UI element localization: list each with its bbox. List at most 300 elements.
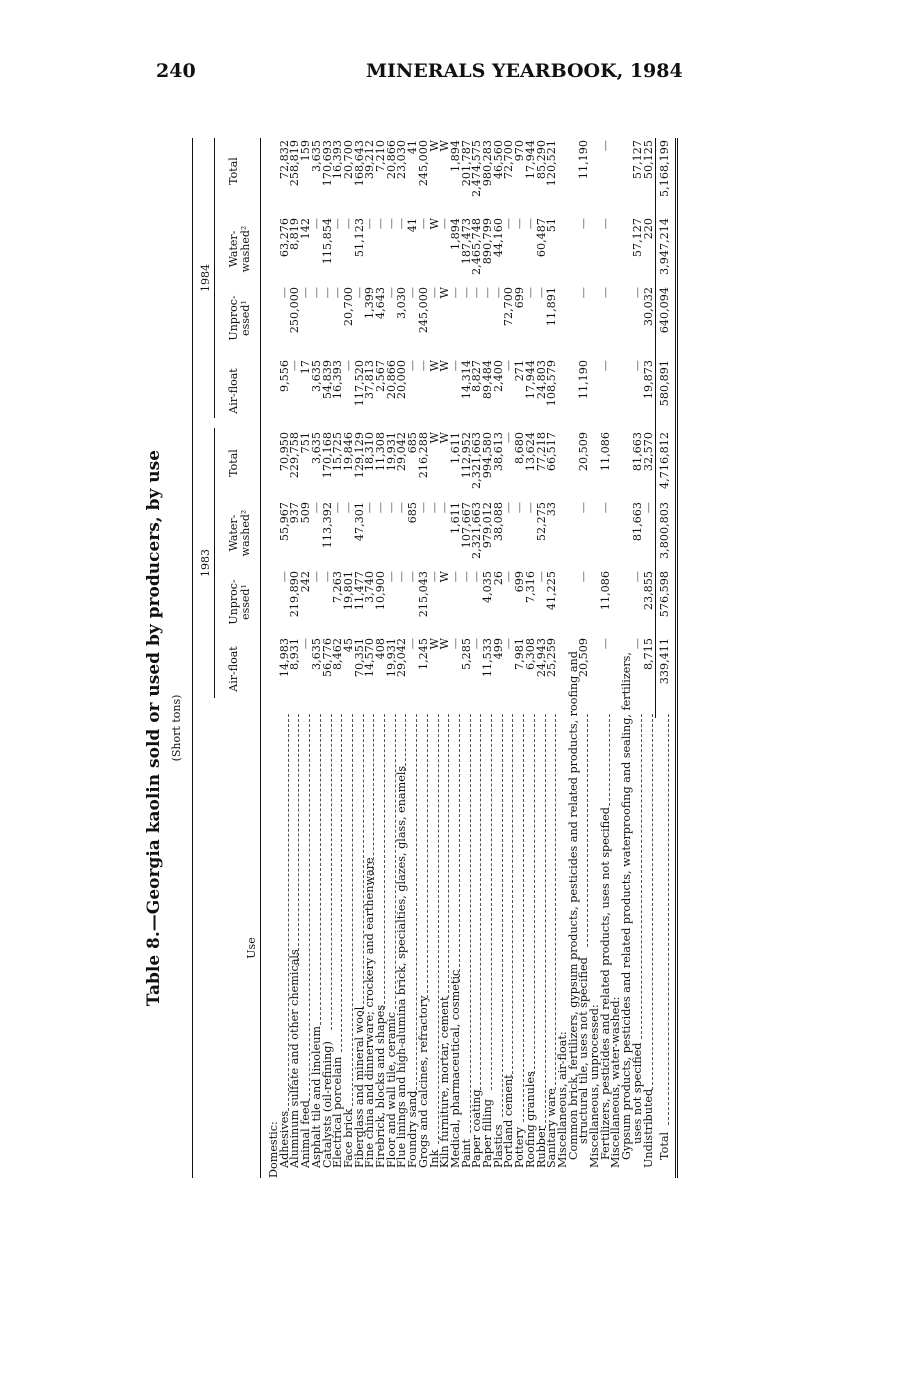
table-row-value: —	[470, 287, 484, 299]
table-row-value: —	[416, 360, 430, 372]
total-row-value: 3,800,803	[658, 502, 672, 559]
table-row-value: 7,316	[523, 571, 537, 604]
use-header: Use	[245, 937, 258, 959]
table-row-value: —	[384, 571, 398, 583]
table-row-label: Fine china and dinnerware; crockery and earthenware	[363, 857, 377, 1168]
table-row-value: 24,803	[534, 360, 548, 400]
table-row-value: 2,465,748	[470, 218, 484, 275]
table-row-value: 229,758	[288, 432, 302, 479]
table-row-value: 20,866	[384, 140, 398, 180]
table-row-value: 113,392	[320, 502, 334, 549]
table-row-value: 15,725	[331, 432, 345, 472]
running-head: MINERALS YEARBOOK, 1984	[366, 60, 683, 82]
table-row-value: —	[384, 287, 398, 299]
table-row-leader	[534, 714, 535, 1074]
table-row-value: 1,245	[416, 638, 430, 671]
table-row-value: —	[299, 287, 313, 299]
table-row-value: 201,787	[459, 140, 473, 187]
table-row-leader	[298, 714, 299, 966]
table-row-leader	[405, 714, 406, 771]
year-1984-header: 1984	[199, 264, 212, 292]
table-title: Table 8.—Georgia kaolin sold or used by producers, by use	[144, 449, 164, 1007]
table-row-value: 72,832	[277, 140, 291, 180]
table-row-value: 38,088	[491, 502, 505, 542]
table-row-value: 242	[299, 571, 313, 593]
table-row-value: —	[309, 571, 323, 583]
table-row-leader	[470, 714, 471, 1133]
table-row-label: Paint	[459, 1139, 473, 1168]
table-row-value: —	[502, 502, 516, 514]
table-row-value: 25,259	[545, 638, 559, 678]
table-row-value: 937	[288, 502, 302, 524]
table-row-value: 85,290	[534, 140, 548, 180]
table-row-value: 1,399	[363, 287, 377, 320]
table-row-value: W	[438, 571, 452, 583]
column-header-total-1984: Total	[227, 157, 240, 185]
table-row-leader	[384, 714, 385, 1009]
table-row-value: —	[341, 360, 355, 372]
table-row-value: 699	[513, 571, 527, 593]
table-row-value: 46,560	[491, 140, 505, 180]
table-row-label: Sanitary ware	[545, 1088, 559, 1168]
total-row-label: Total	[658, 1131, 672, 1160]
table-row-value: —	[395, 502, 409, 514]
table-row-leader	[641, 714, 642, 1039]
table-row-value: 271	[513, 360, 527, 382]
table-row-value: 6,308	[523, 638, 537, 671]
table-row-value: 685	[406, 502, 420, 524]
table-row-value: 20,700	[341, 140, 355, 180]
table-row-value: 14,983	[277, 638, 291, 678]
table-row-value: W	[427, 218, 441, 230]
table-row-value: 170,693	[320, 140, 334, 187]
header-rule-top	[192, 138, 193, 1178]
table-row-leader	[587, 714, 588, 947]
total-row-value: 640,094	[658, 287, 672, 334]
table-row-value: W	[438, 638, 452, 650]
table-row-value: 11,086	[598, 432, 612, 472]
table-row-label: Paper filling	[481, 1099, 494, 1168]
table-row-label: Floor and wall tile, ceramic	[384, 1011, 398, 1168]
table-row-value: —	[331, 218, 345, 230]
table-row-value: W	[427, 432, 441, 444]
table-row-label: Domestic:	[267, 1121, 280, 1178]
table-row-value: —	[374, 502, 387, 514]
table-row-label: Undistributed	[641, 1088, 655, 1168]
table-row-value: W	[427, 360, 441, 372]
table-row-value: 51	[545, 218, 559, 233]
table-row-leader	[448, 714, 449, 998]
table-row-value: 26	[491, 571, 505, 586]
table-row-value: 47,301	[352, 502, 366, 542]
table-row-value: 11,477	[352, 571, 366, 611]
column-header-water-1984: Water-washed²	[227, 225, 252, 273]
table-row-value: 3,740	[363, 571, 377, 604]
table-row-label: Fertilizers, pesticides and related products, uses not specified	[598, 807, 612, 1160]
table-row-value: —	[502, 360, 516, 372]
table-row-label: Ink	[427, 1149, 441, 1168]
table-row-value: 8,819	[288, 218, 302, 251]
table-row-value: —	[577, 218, 591, 230]
table-row-value: 994,580	[481, 432, 494, 479]
table-row-value: 20,866	[384, 360, 398, 400]
table-row-value: —	[598, 287, 612, 299]
table-row-value: 77,218	[534, 432, 548, 472]
table-row-value: —	[630, 571, 644, 583]
table-row-value: 11,086	[598, 571, 612, 611]
table-row-label: Miscellaneous, air-float:	[555, 1031, 569, 1168]
table-row-value: 19,931	[384, 638, 398, 678]
table-row-value: —	[384, 218, 398, 230]
table-row-value: 220	[641, 218, 655, 240]
table-row-value: —	[406, 360, 420, 372]
table-row-value: 70,351	[352, 638, 366, 678]
table-row-value: —	[299, 638, 313, 650]
table-row-label: Pottery	[513, 1126, 527, 1168]
table-row-value: —	[406, 638, 420, 650]
table-row-label: Common brick, fertilizers, gypsum products, pesticides and related products, roofing and	[566, 651, 580, 1160]
table-row-value: 37,813	[363, 360, 377, 400]
table-row-leader	[502, 714, 503, 1117]
table-row-value: 890,799	[481, 218, 494, 265]
table-row-value: 980,283	[481, 140, 494, 187]
table-row-value: 8,931	[288, 638, 302, 671]
table-row-value: 3,030	[395, 287, 409, 320]
table-row-value: —	[320, 287, 334, 299]
table-row-value: —	[363, 502, 377, 514]
table-row-value: 3,635	[309, 140, 323, 173]
table-row-value: 1,611	[448, 432, 462, 465]
table-row-value: —	[534, 287, 548, 299]
table-row-value: 13,624	[523, 432, 537, 472]
table-row-value: —	[438, 218, 452, 230]
table-row-value: 30,032	[641, 287, 655, 327]
table-row-label: uses not specified	[630, 1042, 644, 1144]
table-row-value: —	[502, 218, 516, 230]
table-row-value: 63,276	[277, 218, 291, 258]
table-row-value: —	[320, 571, 334, 583]
table-row-value: 23,030	[395, 140, 409, 180]
table-row-value: 20,000	[395, 360, 409, 400]
table-row-value: 89,484	[481, 360, 494, 400]
table-row-value: —	[523, 218, 537, 230]
table-row-value: 20,700	[341, 287, 355, 327]
table-row-value: —	[523, 287, 537, 299]
table-row-value: 970	[513, 140, 527, 162]
table-row-value: 1,894	[448, 218, 462, 251]
table-row-value: —	[459, 287, 473, 299]
total-row-value: 4,716,812	[658, 432, 672, 489]
table-row-value: W	[438, 432, 452, 444]
table-row-label: Rubber	[534, 1126, 548, 1168]
table-row-value: 24,943	[534, 638, 548, 678]
table-row-value: 52,275	[534, 502, 548, 542]
table-row-value: —	[277, 571, 291, 583]
table-row-value: 9,556	[277, 360, 291, 393]
table-row-label: Flue linings and high-alumina brick, specialties, glazes, glass, enamels	[395, 765, 409, 1168]
table-row-value: 16,393	[331, 360, 345, 400]
table-row-leader	[341, 714, 342, 1052]
table-row-leader	[512, 714, 513, 1079]
table-row-value: 57,127	[630, 218, 644, 258]
table-row-label: Medical, pharmaceutical, cosmetic	[448, 969, 462, 1168]
table-row-value: 33	[545, 502, 559, 517]
table-row-value: —	[448, 287, 462, 299]
table-row-value: 55,967	[277, 502, 291, 542]
table-row-value: —	[523, 502, 537, 514]
table-row-value: 4,035	[481, 571, 494, 604]
table-row-label: Gypsum products, pesticides and related products, waterproofing and sealing, fertilizers,	[620, 652, 634, 1160]
table-row-value: —	[427, 571, 441, 583]
table-row-value: 8,462	[331, 638, 345, 671]
table-row-value: —	[641, 502, 655, 514]
table-row-value: —	[448, 360, 462, 372]
table-row-value: —	[395, 571, 409, 583]
table-row-value: 7,210	[374, 140, 387, 173]
table-row-value: 170,168	[320, 432, 334, 479]
table-row-value: 11,190	[577, 140, 591, 180]
table-row-value: 219,890	[288, 571, 302, 618]
table-row-value: —	[598, 140, 612, 152]
table-row-value: 56,776	[320, 638, 334, 678]
table-row-value: 41	[406, 140, 420, 155]
table-row-value: 2,567	[374, 360, 387, 393]
table-row-label: Foundry sand	[406, 1090, 420, 1168]
table-row-leader	[491, 714, 492, 1090]
table-row-value: 20,509	[577, 432, 591, 472]
table-row-value: —	[448, 571, 462, 583]
table-row-value: 159	[299, 140, 313, 162]
column-header-airfloat-1983: Air-float	[227, 646, 240, 692]
table-row-label: Animal feed	[299, 1100, 313, 1168]
header-rule-bottom	[260, 138, 261, 1178]
table-row-label: Miscellaneous, unprocessed:	[588, 1004, 601, 1168]
table-row-value: —	[416, 502, 430, 514]
table-row-label: Paper coating	[470, 1089, 484, 1168]
table-row-value: 499	[491, 638, 505, 660]
table-row-value: —	[309, 218, 323, 230]
table-row-leader	[523, 714, 524, 1122]
table-row-value: 57,127	[630, 140, 644, 180]
table-row-value: 187,473	[459, 218, 473, 265]
table-row-leader	[459, 714, 460, 982]
table-row-value: —	[448, 638, 462, 650]
table-row-leader	[331, 714, 332, 1030]
table-row-value: 18,310	[363, 432, 377, 472]
table-row-value: 11,891	[545, 287, 559, 327]
table-row-value: —	[427, 287, 441, 299]
table-row-value: 72,700	[502, 140, 516, 180]
table-row-value: —	[416, 218, 430, 230]
table-row-value: 60,487	[534, 218, 548, 258]
table-row-leader	[427, 714, 428, 998]
table-row-value: 70,950	[277, 432, 291, 472]
table-row-value: 32,570	[641, 432, 655, 472]
table-row-value: —	[277, 287, 291, 299]
table-row-value: 117,520	[352, 360, 366, 407]
table-subtitle: (Short tons)	[170, 694, 183, 762]
table-row-value: 72,700	[502, 287, 516, 327]
table-row-value: 81,663	[630, 432, 644, 472]
total-row-value: 3,947,214	[658, 218, 672, 275]
table-row-value: 2,321,663	[470, 432, 484, 489]
table-row-value: —	[491, 287, 505, 299]
table-row-value: —	[577, 571, 591, 583]
table-row-value: —	[513, 502, 527, 514]
table-row-value: 142	[299, 218, 313, 240]
total-rule	[655, 138, 656, 718]
table-row-value: 2,321,663	[470, 502, 484, 559]
year-1983-rule	[214, 428, 215, 698]
table-row-value: —	[598, 218, 612, 230]
table-row-value: 45	[341, 638, 355, 653]
total-row-leader	[668, 714, 669, 1125]
table-row-leader	[609, 714, 610, 806]
column-header-total-1983: Total	[227, 449, 240, 477]
table-row-label: Portland cement	[502, 1074, 516, 1168]
table-row-value: 245,000	[416, 140, 430, 187]
table-row-value: 2,400	[491, 360, 505, 393]
table-row-value: —	[502, 638, 516, 650]
table-row-value: 216,288	[416, 432, 430, 479]
table-row-value: —	[438, 502, 452, 514]
column-header-airfloat-1984: Air-float	[227, 368, 240, 414]
table-row-value: 39,212	[363, 140, 377, 180]
table-row-value: 3,635	[309, 360, 323, 393]
table-row-value: —	[384, 502, 398, 514]
table-row-label: Aluminum sulfate and other chemicals	[288, 949, 302, 1168]
table-row-value: 17,944	[523, 360, 537, 400]
table-row-value: —	[534, 571, 548, 583]
table-row-value: 14,314	[459, 360, 473, 400]
table-row-value: 250,000	[288, 287, 302, 334]
table-row-label: Kiln furniture, mortar, cement	[438, 996, 452, 1168]
table-row-label: Firebrick, blocks and shapes	[374, 1004, 387, 1168]
table-row-value: —	[630, 360, 644, 372]
table-row-label: Grogs and calcines, refractory	[416, 995, 430, 1168]
table-row-leader	[545, 714, 546, 1128]
table-row-value: 2,474,575	[470, 140, 484, 197]
table-row-value: 258,819	[288, 140, 302, 187]
rotated-table	[132, 58, 732, 1318]
table-row-value: 54,839	[320, 360, 334, 400]
table-row-value: 8,827	[470, 360, 484, 393]
table-row-leader	[652, 714, 653, 1090]
table-row-label: Roofing granules	[523, 1071, 537, 1168]
table-bottom-rule	[675, 138, 678, 1178]
table-row-value: 41	[406, 218, 420, 233]
table-row-value: —	[502, 571, 516, 583]
table-row-value: 120,521	[545, 140, 559, 187]
table-row-value: 1,611	[448, 502, 462, 535]
table-row-value: 112,952	[459, 432, 473, 479]
column-header-unproc-1984: Unproc-essed¹	[227, 295, 252, 341]
table-row-value: 168,643	[352, 140, 366, 187]
table-row-value: 19,873	[641, 360, 655, 400]
column-header-water-1983: Water-washed²	[227, 509, 252, 557]
table-row-value: —	[470, 571, 484, 583]
table-row-label: Adhesives	[277, 1110, 291, 1168]
table-row-label: Face brick	[341, 1108, 355, 1168]
table-row-value: W	[427, 140, 441, 152]
table-row-value: 7,263	[331, 571, 345, 604]
table-row-value: 11,308	[374, 432, 387, 472]
table-row-value: 41,225	[545, 571, 559, 611]
column-header-unproc-1983: Unproc-essed¹	[227, 579, 252, 625]
table-row-value: 20,509	[577, 638, 591, 678]
table-row-value: —	[481, 287, 494, 299]
table-row-value: 7,981	[513, 638, 527, 671]
table-row-value: —	[395, 218, 409, 230]
table-row-value: —	[630, 287, 644, 299]
table-row-value: —	[331, 287, 345, 299]
table-row-value: 17,944	[523, 140, 537, 180]
table-row-value: —	[309, 502, 323, 514]
table-row-value: 17	[299, 360, 313, 375]
table-row-value: 245,000	[416, 287, 430, 334]
table-row-value: 408	[374, 638, 387, 660]
table-row-value: 699	[513, 287, 527, 309]
table-row-value: —	[577, 287, 591, 299]
table-row-label: Fiberglass and mineral wool	[352, 1006, 366, 1168]
table-row-value: —	[406, 571, 420, 583]
table-row-value: —	[598, 502, 612, 514]
total-row-value: 580,891	[658, 360, 672, 407]
table-row-value: 29,042	[395, 638, 409, 678]
table-row-label: Catalysts (oil-refining)	[320, 1041, 334, 1168]
table-row-value: W	[438, 287, 452, 299]
table-row-label: structural tile, uses not specified	[577, 957, 591, 1144]
table-row-leader	[480, 714, 481, 1090]
table-row-leader	[373, 714, 374, 885]
table-row-value: —	[341, 502, 355, 514]
table-row-value: 10,900	[374, 571, 387, 611]
table-row-label: Plastics	[491, 1124, 505, 1168]
total-row-value: 5,168,199	[658, 140, 672, 197]
table-row-value: —	[374, 218, 387, 230]
table-row-value: 129,129	[352, 432, 366, 479]
table-row-value: 107,667	[459, 502, 473, 549]
year-1984-rule	[214, 138, 215, 418]
table-row-value: 979,012	[481, 502, 494, 549]
table-row-value: 8,715	[641, 638, 655, 671]
table-row-value: 8,680	[513, 432, 527, 465]
table-row-value: 4,643	[374, 287, 387, 320]
table-row-value: 38,613	[491, 432, 505, 472]
table-row-value: 66,517	[545, 432, 559, 472]
table-row-label: Asphalt tile and linoleum	[309, 1025, 323, 1168]
table-row-value: —	[363, 218, 377, 230]
table-row-value: 3,635	[309, 432, 323, 465]
table-row-value: W	[438, 360, 452, 372]
table-row-value: —	[598, 638, 612, 650]
table-row-value: —	[470, 638, 484, 650]
table-row-value: —	[577, 502, 591, 514]
table-row-value: 44,160	[491, 218, 505, 258]
table-row-value: 19,846	[341, 432, 355, 472]
table-row-value: W	[438, 140, 452, 152]
table-row-value: 19,931	[384, 432, 398, 472]
table-row-value: W	[427, 638, 441, 650]
table-row-value: 115,854	[320, 218, 334, 265]
table-row-value: 19,801	[341, 571, 355, 611]
table-row-value: 1,894	[448, 140, 462, 173]
table-row-value: —	[459, 571, 473, 583]
table-row-value: 108,579	[545, 360, 559, 407]
table-row-value: —	[341, 218, 355, 230]
total-row-value: 339,411	[658, 638, 672, 685]
table-row-value: 11,533	[481, 638, 494, 678]
